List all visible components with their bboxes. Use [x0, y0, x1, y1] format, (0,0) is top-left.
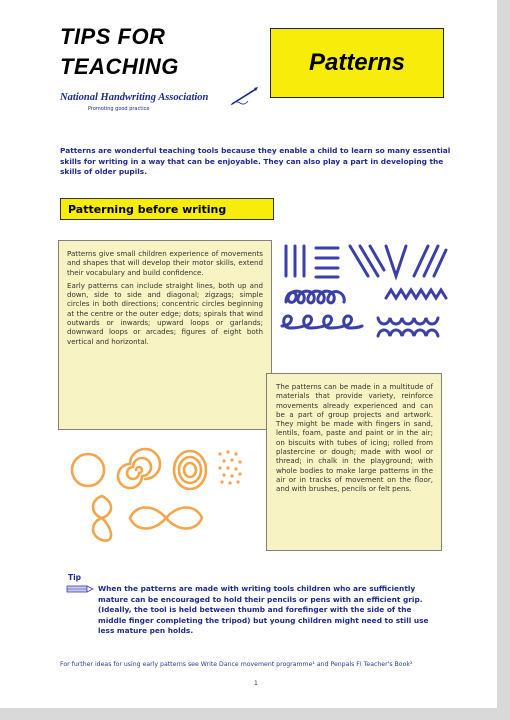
series-title-line1: TIPS FOR [60, 24, 166, 49]
page-number: 1 [254, 680, 258, 687]
section-heading: Patterning before writing [60, 198, 274, 220]
pen-icon [230, 86, 260, 108]
page-edge-bottom [0, 708, 510, 720]
logo-tagline: Promoting good practice [88, 106, 150, 112]
box1-paragraph-1: Patterns give small children experience of movements and shapes that will develop their motor skills, extend their vocabulary and build confidence. [67, 249, 263, 277]
intro-paragraph: Patterns are wonderful teaching tools because they enable a child to learn so many essential skills for writing in a way that can be enjoyable. They can also play a part in developing the skills of older pupils. [60, 146, 451, 176]
blue-patterns-illustration [278, 232, 458, 352]
materials-info-box [266, 373, 442, 551]
tip-text: When the patterns are made with writing tools children who are sufficiently mature can be encouraged to hold their pencils or pens with an efficient grip. (Ideally, the tool is held between thumb and forefinger with the side of the middle finger completing the tripod) but young children might need to still use less mature pen holds. [98, 584, 429, 635]
topic-title: Patterns [270, 28, 444, 98]
box1-paragraph-2: Early patterns can include straight lines, both up and down, side to side and diagonal; zigzags; simple circles in both directions; concentric circles beginning at the centre or the outer edge; dots; spirals that wind outwards or inwards; upward loops or garlands; downward loops or arcades; figures of eight both vertical and horizontal. [67, 280, 263, 346]
tip-label: Tip [68, 573, 82, 582]
footer-note: For further ideas for using early patterns see Write Dance movement programme¹ and Penpals FI Teacher's Book² [60, 661, 413, 668]
logo-name: National Handwriting Association [60, 92, 209, 103]
box2-text: The patterns can be made in a multitude of materials that provide variety, reinforce movements already experienced and can be a part of group projects and artwork. They might be made with fingers in sand, lentils, foam, paste and paint or in the air; on biscuits with tubes of icing; rolled from plastercine or dough; made with wool or thread; in chalk in the playground; with whole bodies to make large patterns in the air or in tracks of movement on the floor, and with brushes, pencils or felt pens. [276, 382, 433, 494]
patterns-info-box [58, 240, 272, 430]
nha-logo [60, 92, 270, 122]
series-title-line2: TEACHING [60, 54, 179, 79]
series-title [60, 22, 179, 82]
orange-patterns-illustration [62, 440, 262, 552]
page-edge-right [497, 0, 510, 720]
pencil-icon [66, 584, 94, 594]
